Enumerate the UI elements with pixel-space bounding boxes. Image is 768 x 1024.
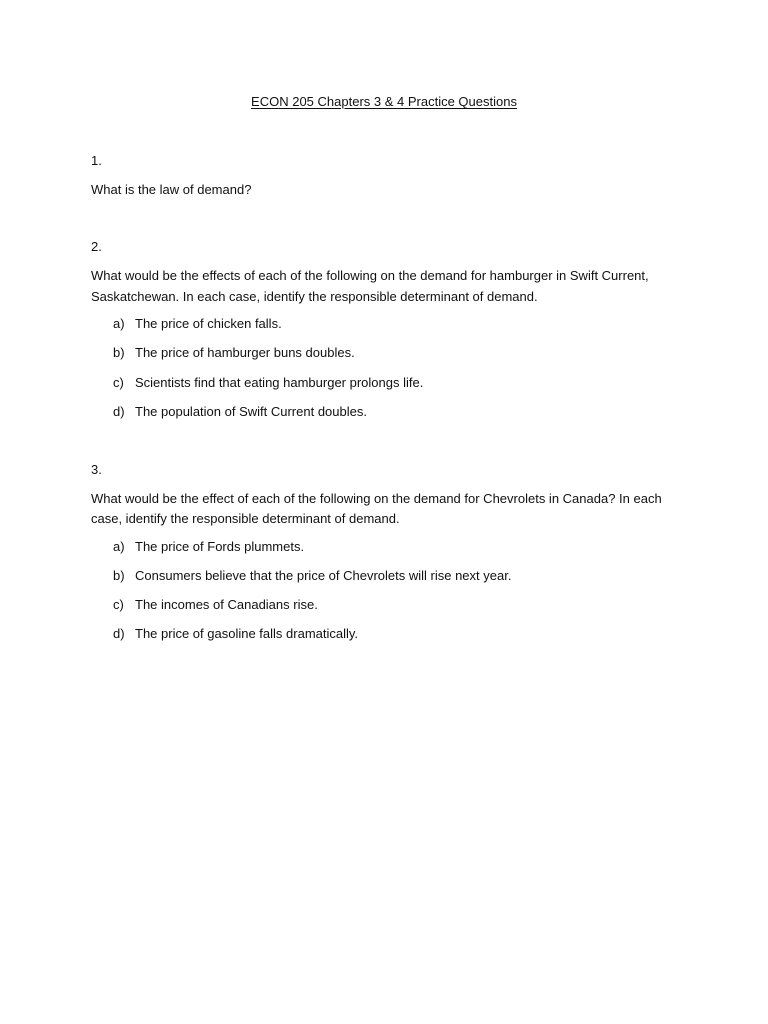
list-item-text: The price of hamburger buns doubles. xyxy=(135,345,355,360)
list-item xyxy=(113,344,355,361)
question-prompt-line: What would be the effect of each of the following on the demand for Chevrolets in Canada? In each xyxy=(91,491,662,506)
question-prompt-line: Saskatchewan. In each case, identify the responsible determinant of demand. xyxy=(91,289,538,304)
list-item xyxy=(113,567,511,584)
list-item xyxy=(113,596,318,613)
list-item-text: The population of Swift Current doubles. xyxy=(135,404,367,419)
list-item-text: Consumers believe that the price of Chevrolets will rise next year. xyxy=(135,568,512,583)
list-item-marker: b) xyxy=(113,568,125,583)
list-item-text: The price of Fords plummets. xyxy=(135,539,305,554)
list-item xyxy=(113,403,367,420)
list-item-marker: d) xyxy=(113,626,125,641)
question-prompt-line: case, identify the responsible determinant of demand. xyxy=(91,511,400,526)
list-item-marker: c) xyxy=(113,375,124,390)
question-number: 3. xyxy=(91,462,102,477)
question-number: 1. xyxy=(91,153,102,168)
question-prompt-line: What would be the effects of each of the following on the demand for hamburger in Swift Current, xyxy=(91,268,649,283)
list-item-text: The incomes of Canadians rise. xyxy=(135,597,318,612)
list-item-text: The price of chicken falls. xyxy=(135,316,282,331)
list-item-marker: a) xyxy=(113,316,125,331)
list-item-marker: d) xyxy=(113,404,125,419)
document-title: ECON 205 Chapters 3 & 4 Practice Questions xyxy=(251,94,517,109)
question-prompt: What is the law of demand? xyxy=(91,182,252,197)
list-item xyxy=(113,374,423,391)
question-number: 2. xyxy=(91,239,102,254)
list-item-text: The price of gasoline falls dramatically. xyxy=(135,626,359,641)
list-item xyxy=(113,538,304,555)
list-item xyxy=(113,315,282,332)
list-item xyxy=(113,625,358,642)
list-item-marker: b) xyxy=(113,345,125,360)
list-item-marker: c) xyxy=(113,597,124,612)
list-item-marker: a) xyxy=(113,539,125,554)
list-item-text: Scientists find that eating hamburger prolongs life. xyxy=(135,375,424,390)
